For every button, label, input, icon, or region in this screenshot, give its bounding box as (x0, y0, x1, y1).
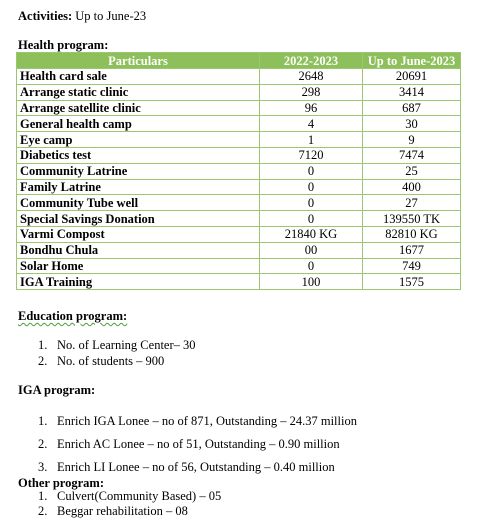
table-row (17, 69, 461, 85)
education-program-heading: Education program: (18, 309, 128, 323)
table-row (17, 242, 461, 258)
row-particular: Diabetics test (17, 147, 260, 163)
row-value-2022-2023: 0 (260, 179, 363, 195)
activities-label: Activities: (18, 9, 73, 23)
row-value-2022-2023: 298 (260, 84, 363, 100)
table-row (17, 84, 461, 100)
row-value-2022-2023: 100 (260, 274, 363, 290)
other-list (38, 489, 221, 519)
column-header: Particulars (17, 53, 260, 69)
activities-line (18, 9, 146, 24)
table-row (17, 100, 461, 116)
row-particular: Community Latrine (17, 163, 260, 179)
table-row (17, 116, 461, 132)
row-value-2022-2023: 96 (260, 100, 363, 116)
row-particular: Health card sale (17, 69, 260, 85)
row-value-2022-2023: 21840 KG (260, 226, 363, 242)
row-particular: Solar Home (17, 258, 260, 274)
row-particular: Special Savings Donation (17, 211, 260, 227)
row-value-2022-2023: 0 (260, 258, 363, 274)
other-program-heading: Other program: (18, 476, 104, 490)
table-header-row (17, 53, 461, 69)
list-item: 3. Enrich LI Lonee – no of 56, Outstanding – 0.40 million (38, 460, 335, 474)
row-value-up-to-june-2023: 749 (363, 258, 461, 274)
row-value-up-to-june-2023: 400 (363, 179, 461, 195)
iga-list (38, 410, 357, 479)
column-header: Up to June-2023 (363, 53, 461, 69)
health-program-table (16, 52, 461, 290)
row-particular: Arrange static clinic (17, 84, 260, 100)
table-row (17, 258, 461, 274)
row-value-up-to-june-2023: 25 (363, 163, 461, 179)
column-header: 2022-2023 (260, 53, 363, 69)
iga-program-heading: IGA program: (18, 383, 96, 397)
row-value-2022-2023: 1 (260, 132, 363, 148)
row-value-up-to-june-2023: 3414 (363, 84, 461, 100)
row-particular: Eye camp (17, 132, 260, 148)
row-particular: Community Tube well (17, 195, 260, 211)
list-item: 1. Enrich IGA Lonee – no of 871, Outstanding – 24.37 million (38, 414, 357, 428)
list-item: 1. No. of Learning Center– 30 (38, 338, 196, 352)
row-value-2022-2023: 0 (260, 195, 363, 211)
row-value-up-to-june-2023: 1677 (363, 242, 461, 258)
row-value-2022-2023: 7120 (260, 147, 363, 163)
list-item: 2. Enrich AC Lonee – no of 51, Outstanding – 0.90 million (38, 437, 340, 451)
table-row (17, 132, 461, 148)
row-value-2022-2023: 0 (260, 211, 363, 227)
list-item: 2. Beggar rehabilitation – 08 (38, 504, 188, 518)
row-value-up-to-june-2023: 20691 (363, 69, 461, 85)
row-value-up-to-june-2023: 30 (363, 116, 461, 132)
table-row (17, 147, 461, 163)
row-value-2022-2023: 0 (260, 163, 363, 179)
row-value-up-to-june-2023: 687 (363, 100, 461, 116)
table-row (17, 211, 461, 227)
list-item: 2. No. of students – 900 (38, 353, 165, 368)
table-row (17, 274, 461, 290)
row-value-up-to-june-2023: 7474 (363, 147, 461, 163)
row-value-up-to-june-2023: 82810 KG (363, 226, 461, 242)
row-value-2022-2023: 4 (260, 116, 363, 132)
activities-value: Up to June-23 (75, 9, 147, 23)
health-program-heading: Health program: (18, 38, 109, 52)
row-particular: Family Latrine (17, 179, 260, 195)
education-list (38, 338, 196, 369)
table-row (17, 163, 461, 179)
row-particular: Bondhu Chula (17, 242, 260, 258)
row-particular: Varmi Compost (17, 226, 260, 242)
table-row (17, 195, 461, 211)
row-particular: Arrange satellite clinic (17, 100, 260, 116)
row-particular: IGA Training (17, 274, 260, 290)
row-value-up-to-june-2023: 139550 TK (363, 211, 461, 227)
row-value-up-to-june-2023: 9 (363, 132, 461, 148)
table-row (17, 179, 461, 195)
row-value-2022-2023: 2648 (260, 69, 363, 85)
row-value-up-to-june-2023: 27 (363, 195, 461, 211)
row-value-2022-2023: 00 (260, 242, 363, 258)
table-row (17, 226, 461, 242)
row-value-up-to-june-2023: 1575 (363, 274, 461, 290)
list-item: 1. Culvert(Community Based) – 05 (38, 489, 222, 503)
row-particular: General health camp (17, 116, 260, 132)
